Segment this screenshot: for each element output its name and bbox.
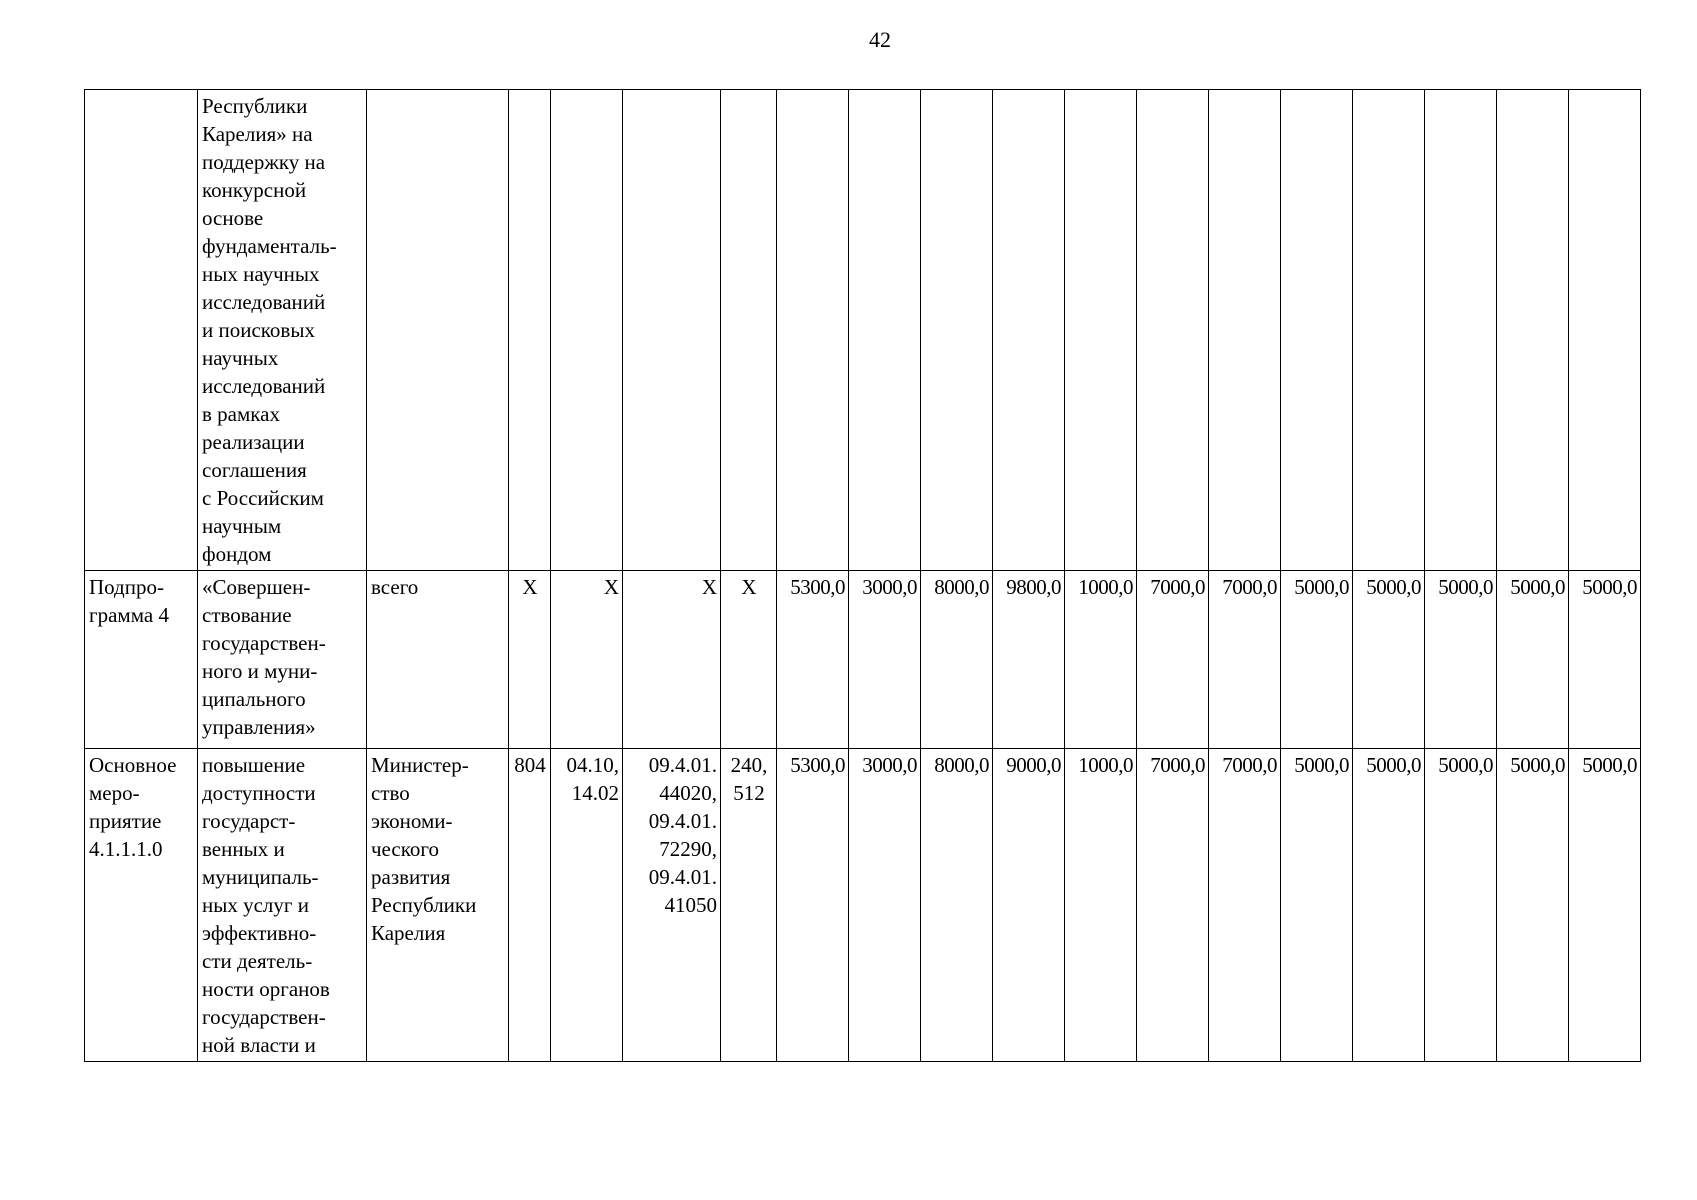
cell-value [993,90,1065,571]
cell-grbs: 804 [509,749,551,1062]
cell-value: 1000,0 [1065,571,1137,749]
cell-value: 5000,0 [1497,749,1569,1062]
cell-name: повышение доступности государст- венных и муниципаль- ных услуг и эффективно- сти деятель- ности органов государствен- ной власти и [198,749,367,1062]
cell-value: 5000,0 [1353,749,1425,1062]
cell-value: 7000,0 [1137,749,1209,1062]
cell-status: Подпро- грамма 4 [85,571,198,749]
cell-value: 5000,0 [1425,571,1497,749]
cell-csr: Х [623,571,721,749]
cell-name: «Совершен- ствование государствен- ного и муни- ципального управления» [198,571,367,749]
page-number: 42 [869,27,891,52]
cell-status: Основное меро- приятие 4.1.1.1.0 [85,749,198,1062]
cell-rzpr: 04.10, 14.02 [551,749,623,1062]
cell-value [1497,90,1569,571]
cell-value: 3000,0 [849,749,921,1062]
cell-grbs [509,90,551,571]
cell-value [1065,90,1137,571]
cell-value [1209,90,1281,571]
cell-status [85,90,198,571]
cell-csr: 09.4.01. 44020, 09.4.01. 72290, 09.4.01. 41050 [623,749,721,1062]
cell-value [1281,90,1353,571]
table-row [85,571,1641,749]
cell-value [777,90,849,571]
cell-value: 5000,0 [1569,571,1641,749]
cell-executor [367,90,509,571]
cell-value: 7000,0 [1137,571,1209,749]
cell-value: 5000,0 [1425,749,1497,1062]
cell-executor: Министер- ство экономи- ческого развития Республики Карелия [367,749,509,1062]
table-row [85,90,1641,571]
cell-value [921,90,993,571]
table-row [85,749,1641,1062]
cell-value: 8000,0 [921,571,993,749]
cell-value: 5000,0 [1281,571,1353,749]
cell-value: 5300,0 [777,571,849,749]
cell-value [1353,90,1425,571]
cell-value: 5300,0 [777,749,849,1062]
cell-vr: Х [721,571,777,749]
cell-value: 7000,0 [1209,749,1281,1062]
cell-grbs: Х [509,571,551,749]
cell-value [1137,90,1209,571]
cell-value [1425,90,1497,571]
cell-value: 7000,0 [1209,571,1281,749]
cell-rzpr: Х [551,571,623,749]
cell-value [849,90,921,571]
cell-value: 5000,0 [1353,571,1425,749]
cell-name: Республики Карелия» на поддержку на конкурсной основе фундаменталь- ных научных исследований и поисковых научных исследований в рамках реализации соглашения с Российским научным фондом [198,90,367,571]
cell-value: 5000,0 [1497,571,1569,749]
cell-value: 5000,0 [1281,749,1353,1062]
cell-executor: всего [367,571,509,749]
cell-rzpr [551,90,623,571]
cell-value: 3000,0 [849,571,921,749]
cell-value: 9800,0 [993,571,1065,749]
cell-value: 8000,0 [921,749,993,1062]
cell-vr: 240, 512 [721,749,777,1062]
cell-value [1569,90,1641,571]
cell-value: 1000,0 [1065,749,1137,1062]
cell-value: 9000,0 [993,749,1065,1062]
cell-vr [721,90,777,571]
cell-value: 5000,0 [1569,749,1641,1062]
cell-csr [623,90,721,571]
budget-table [84,89,1641,1062]
